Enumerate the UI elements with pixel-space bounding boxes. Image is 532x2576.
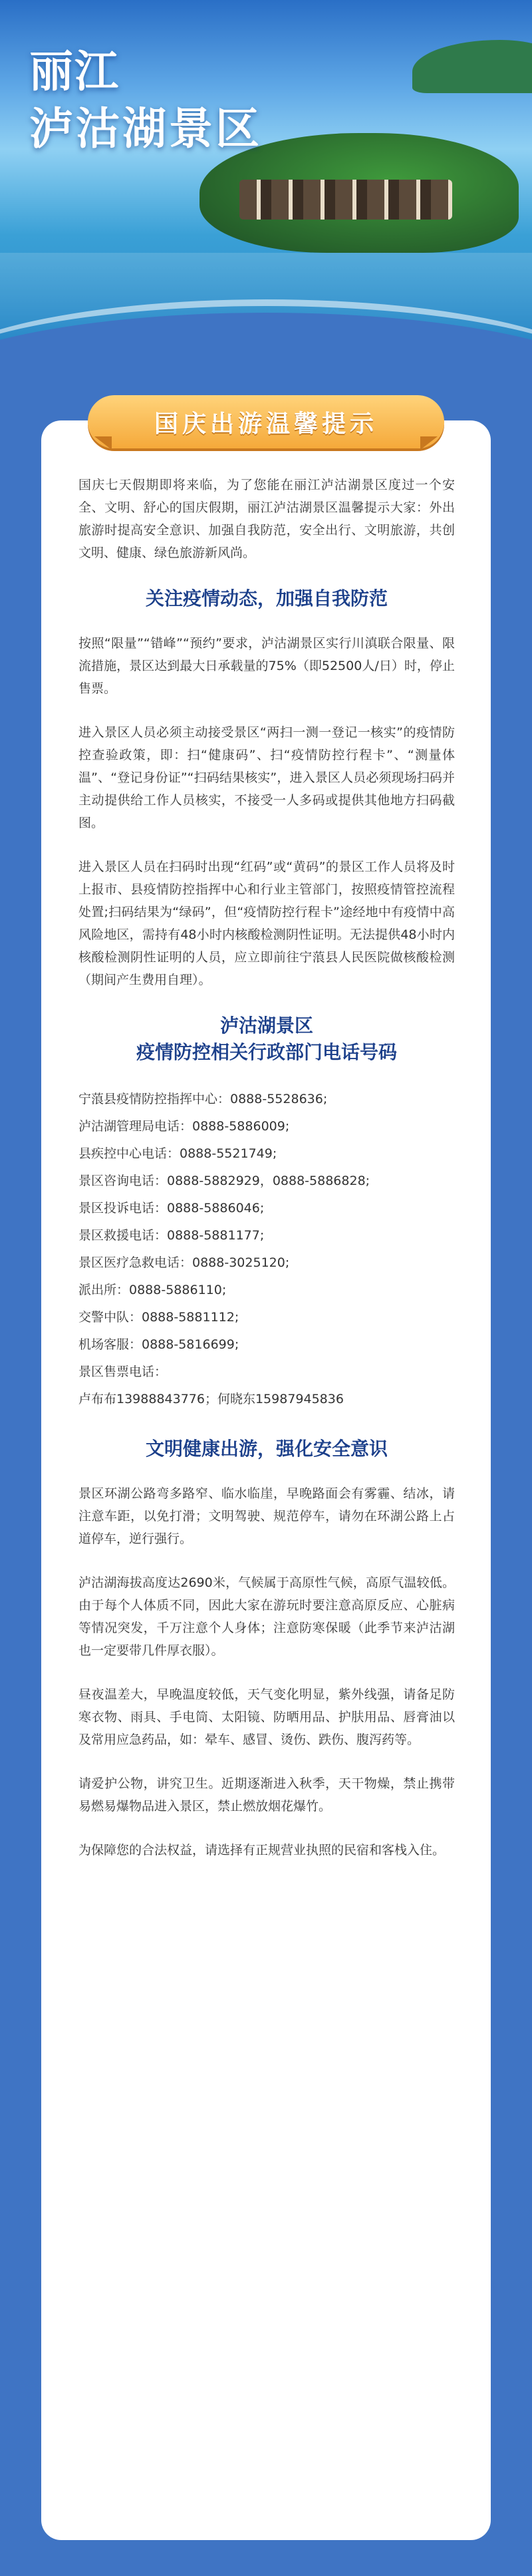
phone-item: 机场客服：0888-5816699; [78, 1337, 239, 1352]
phone-item: 交警中队：0888-5881112; [78, 1310, 239, 1325]
phone-item: 泸沽湖管理局电话：0888-5886009; [78, 1119, 290, 1134]
intro-paragraph: 国庆七天假期即将来临，为了您能在丽江泸沽湖景区度过一个安全、文明、舒心的国庆假期，丽江泸沽湖景区温馨提示大家：外出旅游时提高安全意识、加强自我防范，安全出行、文明旅游，共创文明、健康、绿色旅游新风尚。 [78, 478, 455, 560]
paragraph: 进入景区人员必须主动接受景区“两扫一测一登记一核实”的疫情防控查验政策，即：扫“健康码”、扫“疫情防控行程卡”、“测量体温”、“登记身份证”“扫码结果核实”，进入景区人员必须现场扫码并主动提供给工作人员核实，不接受一人多码或提供其他地方扫码截图。 [78, 725, 455, 830]
paragraph: 为保障您的合法权益，请选择有正规营业执照的民宿和客栈入住。 [78, 1843, 446, 1857]
hero-arc [0, 313, 532, 393]
section-heading-phones-line2: 疫情防控相关行政部门电话号码 [136, 1041, 397, 1063]
paragraph: 景区环湖公路弯多路窄、临水临崖，早晚路面会有雾霾、结冰，请注意车距，以免打滑；文明驾驶、规范停车，请勿在环湖公路上占道停车，逆行强行。 [78, 1486, 455, 1546]
phone-item: 卢布布13988843776；何晓东15987945836 [78, 1392, 344, 1406]
phone-item: 景区投诉电话：0888-5886046; [78, 1201, 265, 1215]
hero-title-line1: 丽江 [29, 46, 120, 97]
phone-item: 派出所：0888-5886110; [78, 1283, 227, 1297]
content-body [78, 474, 455, 1883]
hero-village [239, 180, 452, 220]
hero-title-line2: 泸沽湖景区 [29, 103, 262, 154]
phone-list [78, 1086, 455, 1413]
phone-item: 景区咨询电话：0888-5882929，0888-5886828; [78, 1174, 370, 1188]
paragraph: 进入景区人员在扫码时出现“红码”或“黄码”的景区工作人员将及时上报市、县疫情防控指挥中心和行业主管部门，按照疫情管控流程处置;扫码结果为“绿码”，但“疫情防控行程卡”途经地中有疫情中高风险地区，需持有48小时内核酸检测阴性证明。无法提供48小时内核酸检测阴性证明的人员，应立即前往宁蒗县人民医院做核酸检测（期间产生费用自理）。 [78, 860, 455, 987]
tips-banner-text: 国庆出游温馨提示 [154, 410, 378, 438]
section-heading-phones-line1: 泸沽湖景区 [219, 1015, 313, 1037]
tips-banner [88, 395, 444, 448]
section-heading-epidemic: 关注疫情动态，加强自我防范 [145, 587, 388, 609]
phone-item: 宁蒗县疫情防控指挥中心：0888-5528636; [78, 1092, 328, 1106]
paragraph: 昼夜温差大，早晚温度较低，天气变化明显，紫外线强，请备足防寒衣物、雨具、手电筒、太阳镜、防晒用品、护肤用品、唇膏油以及常用应急药品，如：晕车、感冒、烫伤、跌伤、腹泻药等。 [78, 1687, 455, 1747]
hero-mountain [412, 40, 532, 93]
paragraph: 泸沽湖海拔高度达2690米，气候属于高原性气候，高原气温较低。由于每个人体质不同，因此大家在游玩时要注意高原反应、心脏病等情况突发，千万注意个人身体；注意防寒保暖（此季节来泸沽湖也一定要带几件厚衣服）。 [78, 1575, 455, 1658]
section-heading-safety: 文明健康出游，强化安全意识 [145, 1438, 388, 1460]
phone-item: 县疾控中心电话：0888-5521749; [78, 1146, 277, 1161]
phone-item: 景区救援电话：0888-5881177; [78, 1228, 265, 1243]
section-heading-phones [78, 1013, 455, 1066]
phone-item: 景区医疗急救电话：0888-3025120; [78, 1255, 290, 1270]
paragraph: 请爱护公物，讲究卫生。近期逐渐进入秋季，天干物燥，禁止携带易燃易爆物品进入景区，禁止燃放烟花爆竹。 [78, 1776, 455, 1814]
paragraph: 按照“限量”“错峰”“预约”要求，泸沽湖景区实行川滇联合限量、限流措施，景区达到最大日承载量的75%（即52500人/日）时，停止售票。 [78, 636, 455, 696]
phone-item: 景区售票电话： [78, 1365, 168, 1379]
